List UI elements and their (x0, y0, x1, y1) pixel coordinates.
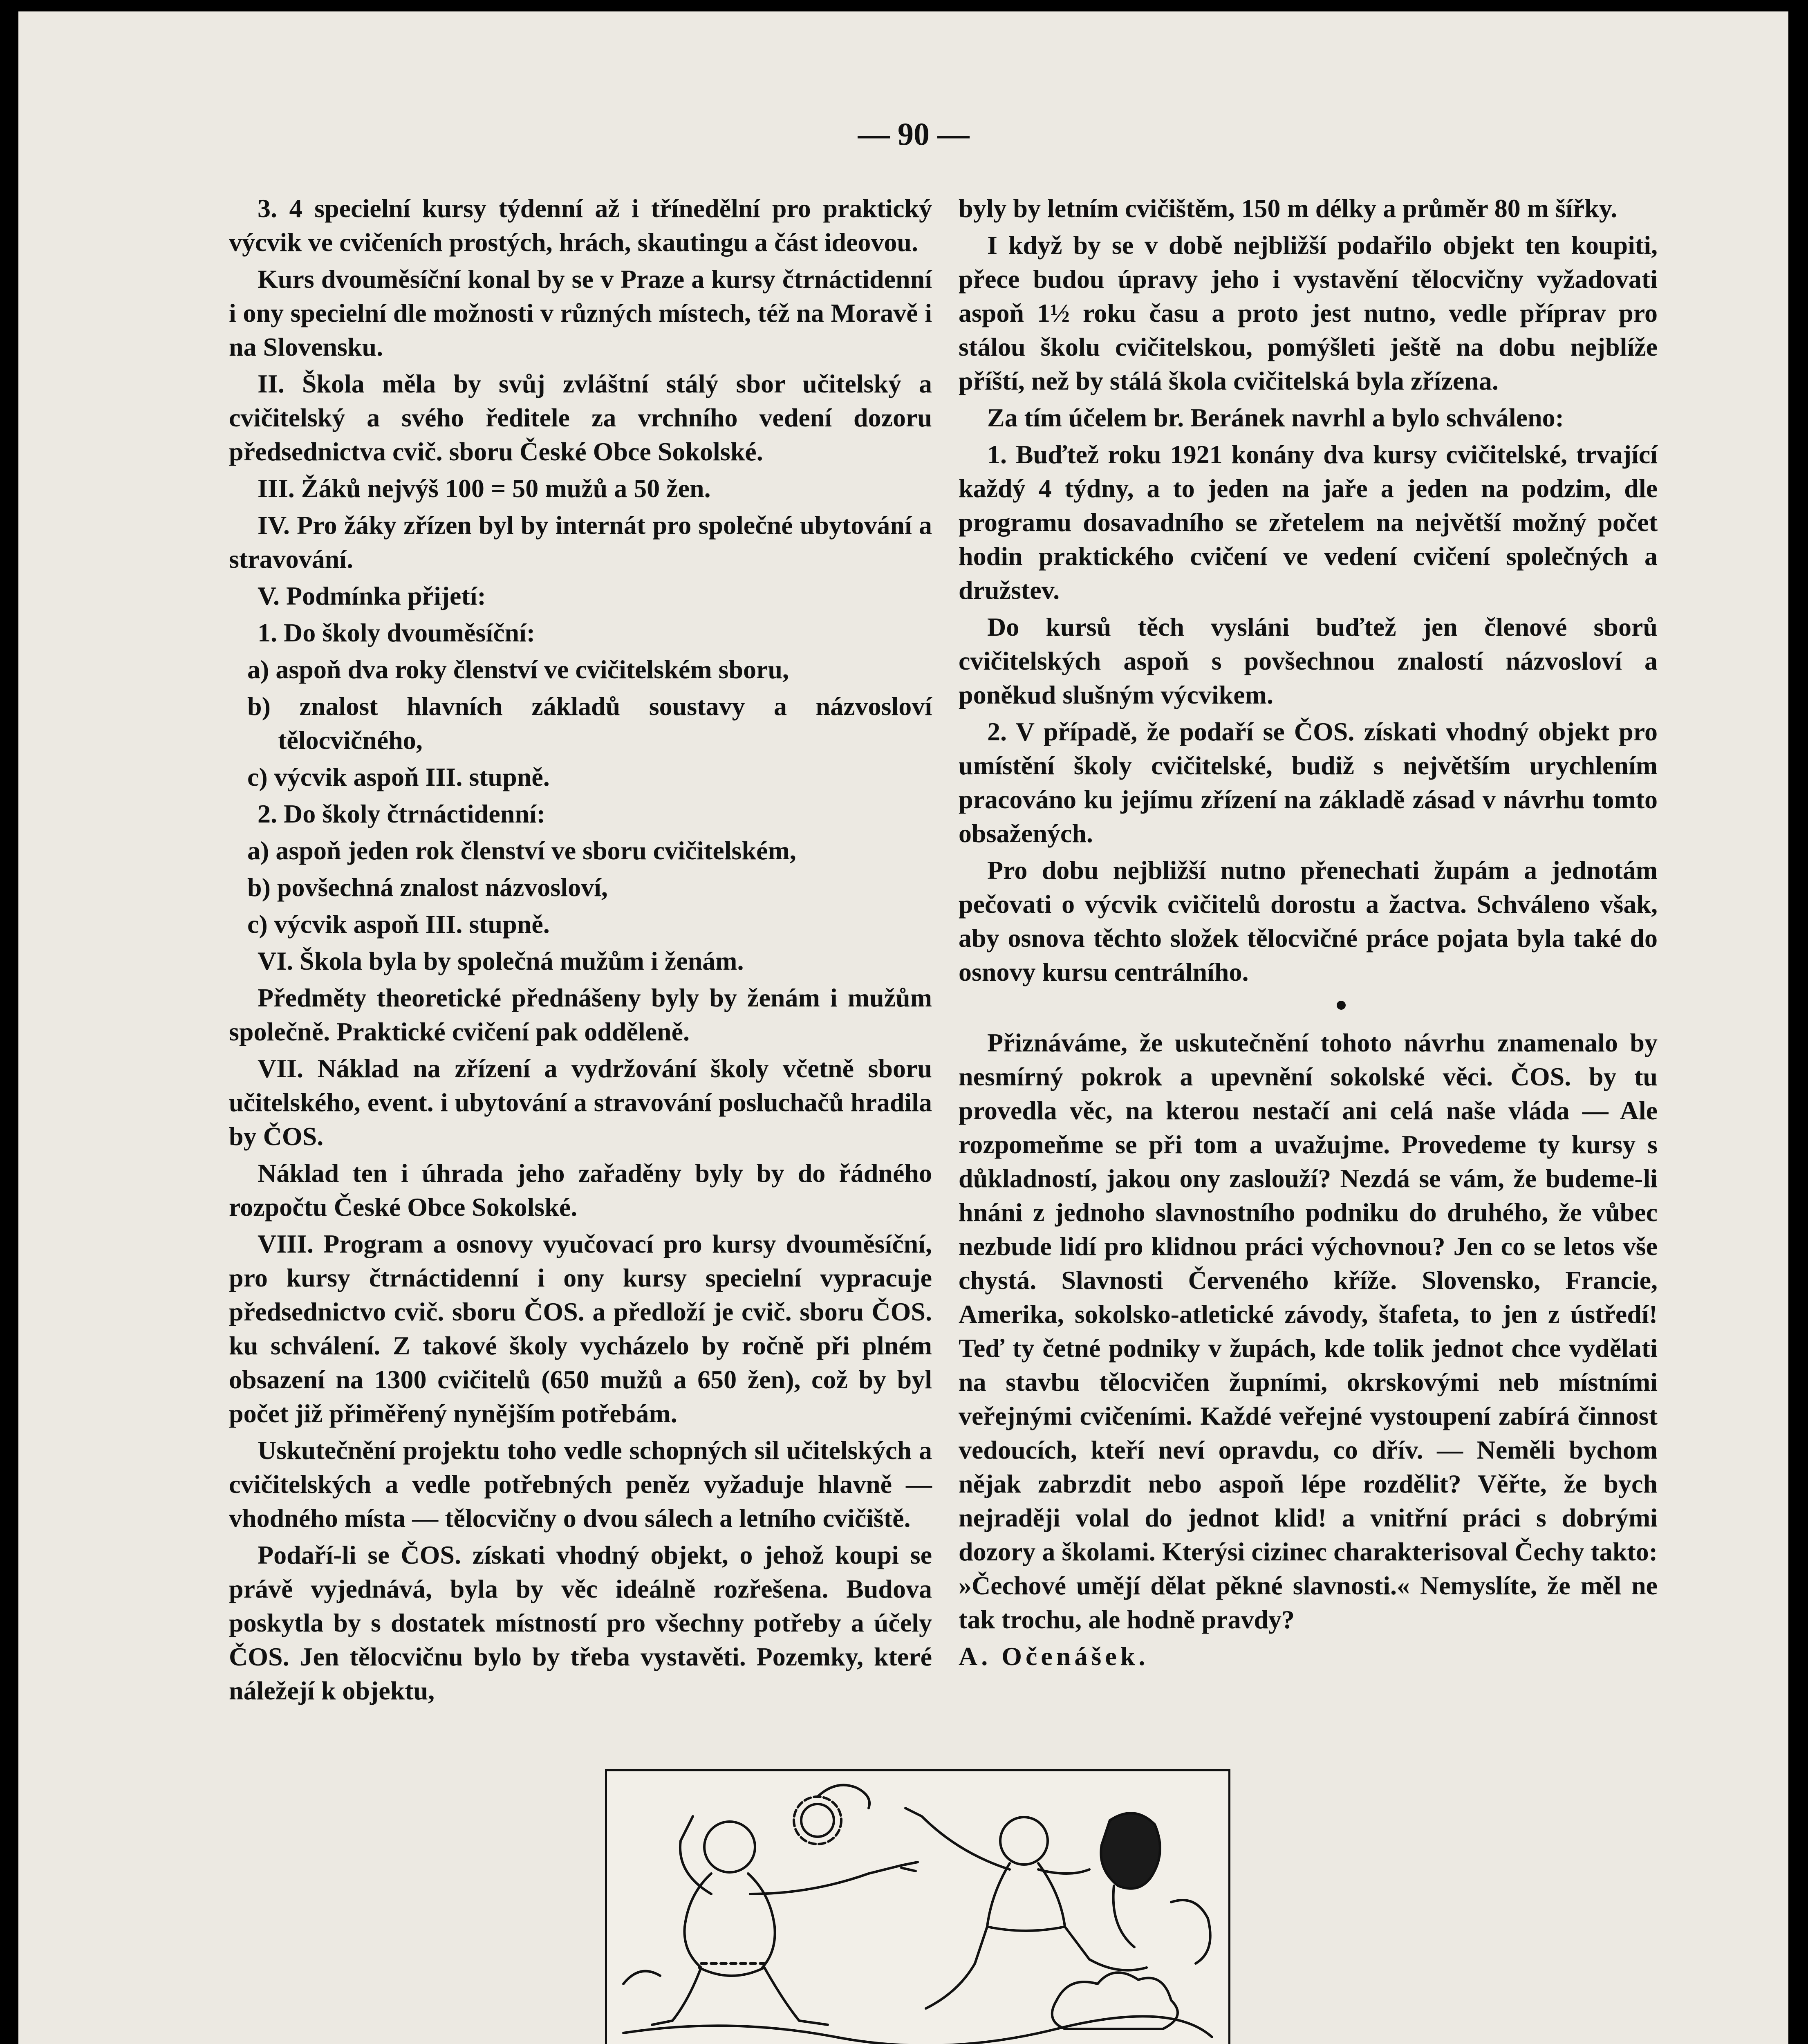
paragraph: VIII. Program a osnovy vyučovací pro kursy dvouměsíční, pro kursy čtrnáctidenní i ony kursy specielní vypracuje předsednictvo cvič. sboru ČOS. a předloží je cvič. sboru ČOS. ku schválení. Z takové školy vycházelo by ročně při plném obsazení na 1300 cvičitelů (650 mužů a 650 žen), což by byl počet již přiměřený nynějším potřebám. (229, 1229, 932, 1428)
list-item: b) znalost hlavních základů soustavy a názvosloví tělocvičného, (247, 692, 932, 755)
paragraph: Do kursů těch vysláni buďtež jen členové sborů cvičitelských aspoň s povšechnou znalostí názvosloví a poněkud slušným výcvikem. (959, 612, 1658, 709)
paragraph: 2. Do školy čtrnáctidenní: (258, 799, 545, 828)
list-item: b) povšechná znalost názvosloví, (247, 873, 608, 902)
paragraph: 1. Do školy dvouměsíční: (258, 618, 535, 647)
paragraph: byly by letním cvičištěm, 150 m délky a průměr 80 m šířky. (959, 194, 1618, 223)
signature: A. Očenášek. (959, 1642, 1149, 1671)
right-column (959, 191, 1658, 1676)
paragraph: Pro dobu nejbližší nutno přenechati župám a jednotám pečovati o výcvik cvičitelů dorostu a žactva. Schváleno však, aby osnova těchto složek tělocvičné práce pojata byla také do osnovy kursu centrálního. (959, 856, 1658, 986)
paragraph: Náklad ten i úhrada jeho zařaděny byly by do řádného rozpočtu České Obce Sokolské. (229, 1159, 932, 1221)
paragraph: VII. Náklad na zřízení a vydržování školy včetně sboru učitelského, event. i ubytování a stravování posluchačů hradila by ČOS. (229, 1054, 932, 1151)
paragraph: IV. Pro žáky zřízen byl by internát pro společné ubytování a stravování. (229, 511, 932, 574)
paragraph: V. Podmínka přijetí: (258, 581, 486, 610)
separator-dot (1337, 1001, 1346, 1010)
paragraph: Uskutečnění projektu toho vedle schopných sil učitelských a cvičitelských a vedle potřebných peněz vyžaduje hlavně — vhodného místa — tělocvičny o dvou sálech a letního cvičiště. (229, 1436, 932, 1533)
paragraph: Předměty theoretické přednášeny byly by ženám i mužům společně. Praktické cvičení pak odděleně. (229, 983, 932, 1046)
list-item: c) výcvik aspoň III. stupně. (247, 762, 550, 791)
paragraph: VI. Škola byla by společná mužům i ženám. (258, 946, 744, 975)
list-item: c) výcvik aspoň III. stupně. (247, 910, 550, 939)
illustration-drawing (607, 1771, 1224, 2044)
paragraph: III. Žáků nejvýš 100 = 50 mužů a 50 žen. (258, 474, 711, 503)
page-sheet (18, 11, 1788, 2044)
paragraph: 1. Buďtež roku 1921 konány dva kursy cvičitelské, trvající každý 4 týdny, a to jeden na jaře a jeden na podzim, dle programu dosavadního se zřetelem na největší možný počet hodin praktického cvičení ve vedení cvičení společných a družstev. (959, 440, 1658, 605)
list-item: a) aspoň dva roky členství ve cvičitelském sboru, (247, 655, 789, 684)
paragraph: 3. 4 specielní kursy týdenní až i třínedělní pro praktický výcvik ve cvičeních prostých, hrách, skautingu a část ideovou. (229, 194, 932, 257)
paragraph: 2. V případě, že podaří se ČOS. získati vhodný objekt pro umístění školy cvičitelské, budiž s největším urychlením pracováno ku jejímu zřízení na základě zásad v návrhu tomto obsažených. (959, 717, 1658, 848)
paragraph: Za tím účelem br. Beránek navrhl a bylo schváleno: (987, 403, 1564, 432)
list-item: a) aspoň jeden rok členství ve sboru cvičitelském, (247, 836, 796, 865)
left-column (229, 191, 932, 1710)
paragraph: Kurs dvouměsíční konal by se v Praze a kursy čtrnáctidenní i ony specielní dle možnosti v různých místech, též na Moravě i na Slovensku. (229, 264, 932, 361)
commentary-paragraph: Přiznáváme, že uskutečnění tohoto návrhu znamenalo by nesmírný pokrok a upevnění sokolské věci. ČOS. by tu provedla věc, na kterou nestačí ani celá naše vláda — Ale rozpomeňme se při tom a uvažujme. Provedeme ty kursy s důkladností, jakou ony zaslouží? Nezdá se vám, že budeme-li hnáni z jednoho slavnostního podniku do druhého, že vůbec nezbude lidí pro klidnou práci výchovnou? Jen co se letos vše chystá. Slavnosti Červeného kříže. Slovensko, Francie, Amerika, sokolsko-atletické závody, štafeta, to jen z ústředí! Teď ty četné podniky v župách, kde tolik jednot chce vydělati na stavbu tělocvičen župními, okrskovými neb místními veřejnými cvičeními. Každé veřejné vystoupení zabírá činnost vedoucích, kteří neví opravdu, co dřív. — Neměli bychom nějak zabrzdit nebo aspoň lépe rozdělit? Věřte, že bych nejraději volal do jednot klid! a vnitřní práci s dobrými dozory a školami. Kterýsi cizinec charakterisoval Čechy takto: »Čechové umějí dělat pěkné slavnosti.« Nemyslíte, že měl ne tak trochu, ale hodně pravdy? (959, 1028, 1658, 1634)
page-number: — 90 — (858, 116, 970, 152)
vignette-illustration (605, 1769, 1230, 2044)
paragraph: I když by se v době nejbližší podařilo objekt ten koupiti, přece budou úpravy jeho i vystavění tělocvičny vyžadovati aspoň 1½ roku času a proto jest nutno, vedle příprav pro stálou školu cvičitelskou, pomýšleti ještě na dobu nejblíže příští, než by stálá škola cvičitelská byla zřízena. (959, 231, 1658, 395)
paragraph: Podaří-li se ČOS. získati vhodný objekt, o jehož koupi se právě vyjednává, byla by věc ideálně rozřešena. Budova poskytla by s dostatek místností pro všechny potřeby a účely ČOS. Jen tělocvičnu bylo by třeba vystavěti. Pozemky, které náležejí k objektu, (229, 1540, 932, 1705)
paragraph: II. Škola měla by svůj zvláštní stálý sbor učitelský a cvičitelský a svého ředitele za vrchního vedení dozoru předsednictva cvič. sboru České Obce Sokolské. (229, 369, 932, 466)
